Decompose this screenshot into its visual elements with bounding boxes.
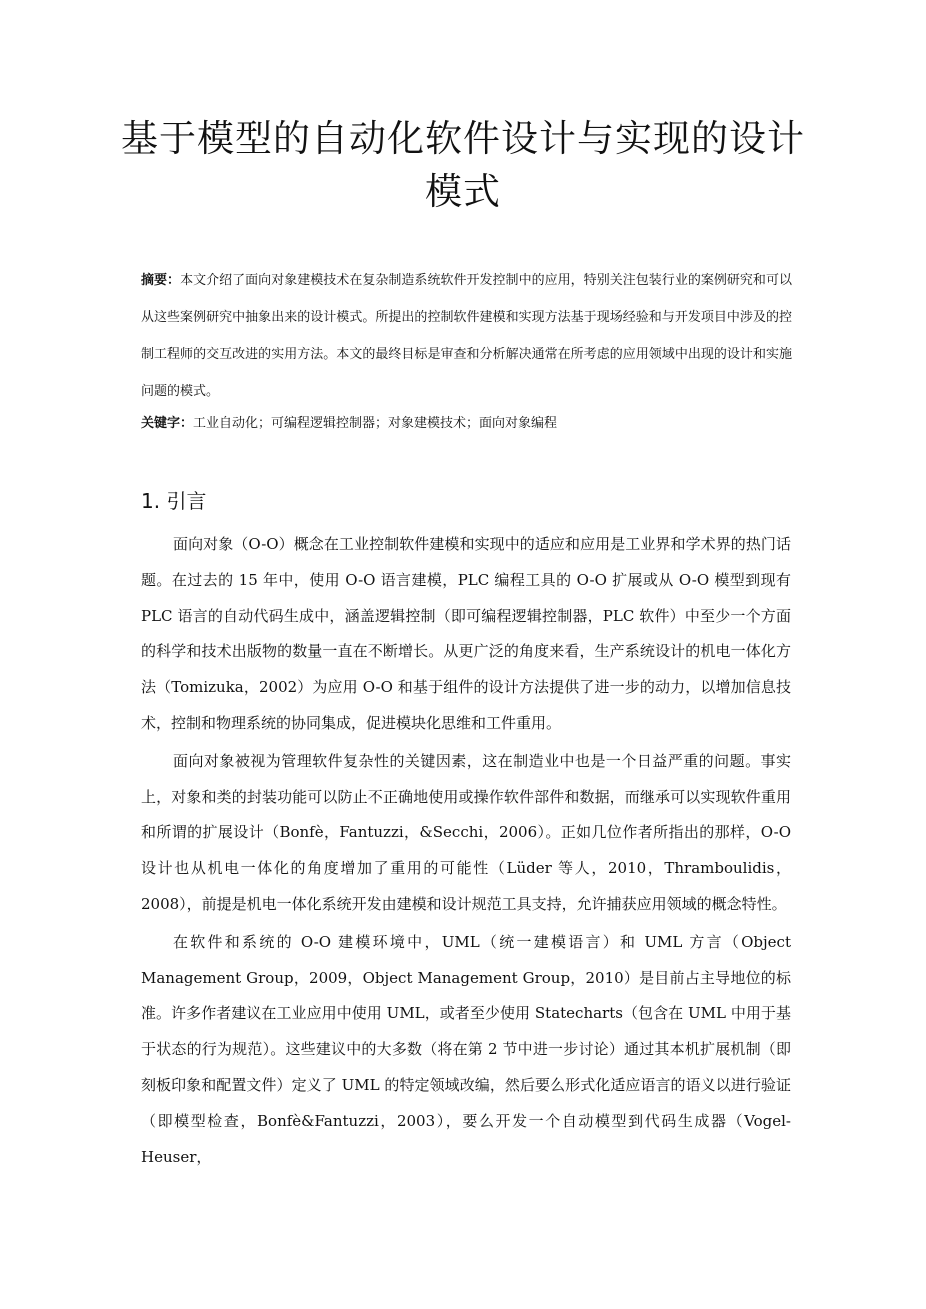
introduction-body [141,527,791,1177]
section-heading-introduction: 1. 引言 [141,489,207,513]
body-paragraph-2: 面向对象被视为管理软件复杂性的关键因素，这在制造业中也是一个日益严重的问题。事实上，对象和类的封装功能可以防止不正确地使用或操作软件部件和数据，而继承可以实现软件重用和所谓的扩展设计（Bonfè，Fantuzzi，&Secchi，2006）。正如几位作者所指出的那样，O-O 设计也从机电一体化的角度增加了重用的可能性（Lüder 等人，2010，Thramboulidis，2008），前提是机电一体化系统开发由建模和设计规范工具支持，允许捕获应用领域的概念特性。 [141,751,791,913]
abstract-text: 本文介绍了面向对象建模技术在复杂制造系统软件开发控制中的应用，特别关注包装行业的案例研究和可以从这些案例研究中抽象出来的设计模式。所提出的控制软件建模和实现方法基于现场经验和与开发项目中涉及的控制工程师的交互改进的实用方法。本文的最终目标是审查和分析解决通常在所考虑的应用领域中出现的设计和实施问题的模式。 [141,273,792,399]
keywords [141,405,792,442]
abstract [141,262,792,410]
abstract-label: 摘要： [141,273,181,288]
document-title: 基于模型的自动化软件设计与实现的设计模式 [121,117,805,213]
keywords-text: 工业自动化；可编程逻辑控制器；对象建模技术；面向对象编程 [193,416,558,431]
body-paragraph-3: 在软件和系统的 O-O 建模环境中，UML（统一建模语言）和 UML 方言（Object Management Group，2009，Object Management Group，2010）是目前占主导地位的标准。许多作者建议在工业应用中使用 UML，或者至少使用 Statecharts（包含在 UML 中用于基于状态的行为规范）。这些建议中的大多数（将在第 2 节中进一步讨论）通过其本机扩展机制（即刻板印象和配置文件）定义了 UML 的特定领域改编，然后要么形式化适应语言的语义以进行验证（即模型检查，Bonfè&Fantuzzi，2003），要么开发一个自动模型到代码生成器（Vogel-Heuser， [141,932,791,1166]
body-paragraph-1: 面向对象（O-O）概念在工业控制软件建模和实现中的适应和应用是工业界和学术界的热门话题。在过去的 15 年中，使用 O-O 语言建模，PLC 编程工具的 O-O 扩展或从 O-O 模型到现有 PLC 语言的自动代码生成中，涵盖逻辑控制（即可编程逻辑控制器，PLC 软件）中至少一个方面的科学和技术出版物的数量一直在不断增长。从更广泛的角度来看，生产系统设计的机电一体化方法（Tomizuka，2002）为应用 O-O 和基于组件的设计方法提供了进一步的动力，以增加信息技术，控制和物理系统的协同集成，促进模块化思维和工件重用。 [141,535,791,732]
keywords-label: 关键字： [141,416,194,431]
